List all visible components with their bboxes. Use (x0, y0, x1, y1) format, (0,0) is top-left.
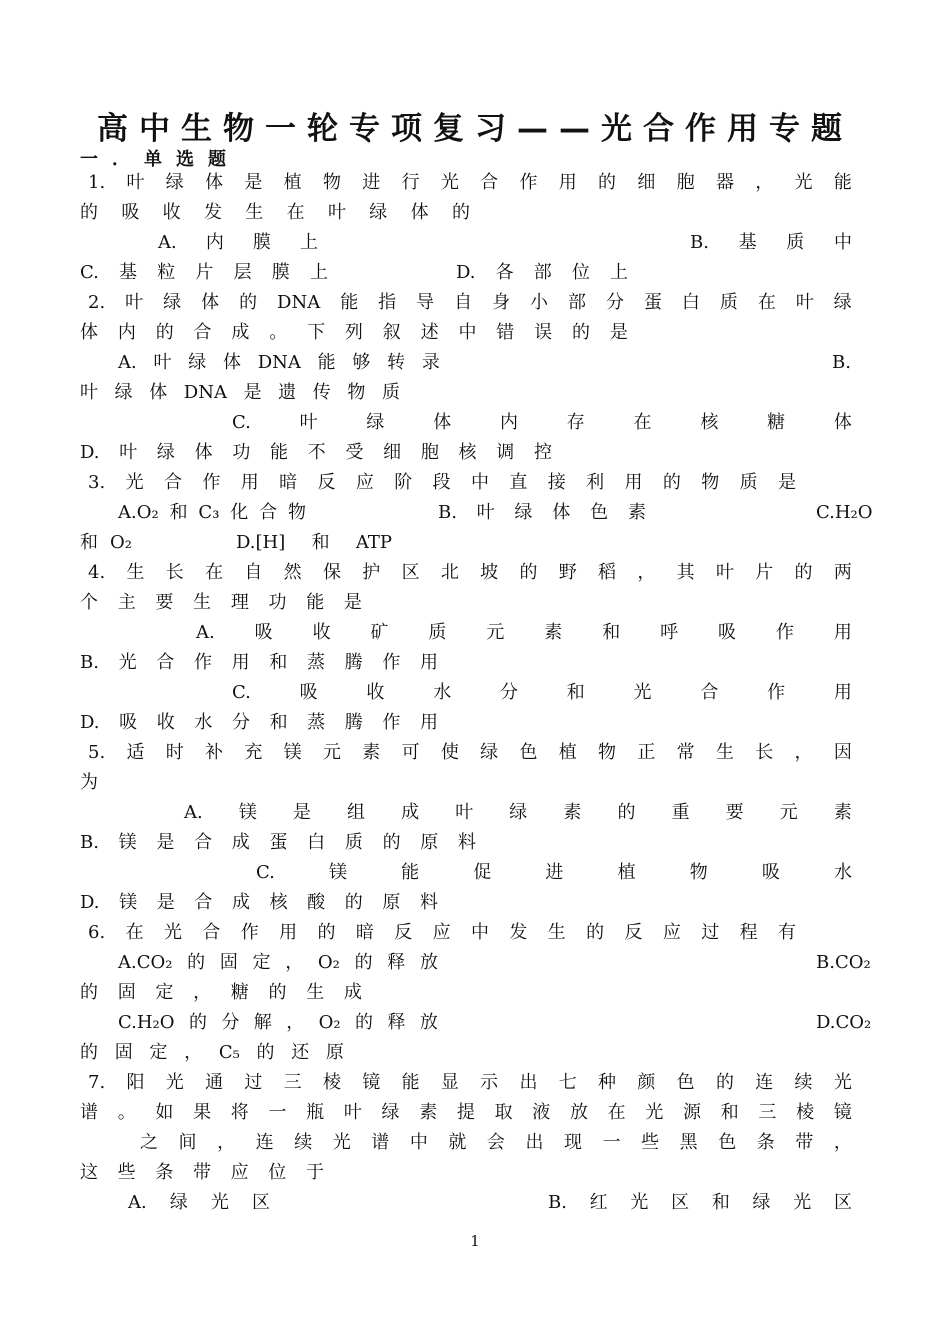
text-line: B. 光 合 作 用 和 蒸 腾 作 用 (80, 652, 438, 673)
text-line: 谱 。 如 果 将 一 瓶 叶 绿 素 提 取 液 放 在 光 源 和 三 棱 镜 (80, 1102, 852, 1123)
text-line: C.H₂O 的 分 解 ， O₂ 的 释 放 (118, 1012, 438, 1033)
text-line: B. 基 质 中 (690, 232, 852, 253)
text-line: 体 内 的 合 成 。 下 列 叙 述 中 错 误 的 是 (80, 322, 628, 343)
text-line: A. 吸 收 矿 质 元 素 和 呼 吸 作 用 (196, 622, 852, 643)
text-line: 为 (80, 772, 98, 793)
text-line: 5. 适 时 补 充 镁 元 素 可 使 绿 色 植 物 正 常 生 长 ， 因 (88, 742, 852, 763)
text-line: 和 O₂ (80, 532, 132, 553)
text-line: C. 镁 能 促 进 植 物 吸 水 (256, 862, 852, 883)
text-line: B.CO₂ (816, 952, 871, 973)
text-line: 7. 阳 光 通 过 三 棱 镜 能 显 示 出 七 种 颜 色 的 连 续 光 (88, 1072, 852, 1093)
section-heading: 一．单选题 (80, 149, 240, 170)
text-line: B. 叶 绿 体 色 素 (438, 502, 646, 523)
text-line: 3. 光 合 作 用 暗 反 应 阶 段 中 直 接 利 用 的 物 质 是 (88, 472, 796, 493)
text-line: C. 吸 收 水 分 和 光 合 作 用 (232, 682, 852, 703)
text-line: 个 主 要 生 理 功 能 是 (80, 592, 362, 613)
text-line: A. 镁 是 组 成 叶 绿 素 的 重 要 元 素 (184, 802, 852, 823)
text-line: B. 镁 是 合 成 蛋 白 质 的 原 料 (80, 832, 476, 853)
text-line: A. 绿 光 区 (128, 1192, 270, 1213)
text-line: A. 叶 绿 体 DNA 能 够 转 录 (118, 352, 440, 373)
text-line: B. (832, 352, 851, 373)
text-line: B. 红 光 区 和 绿 光 区 (548, 1192, 852, 1213)
text-line: 6. 在 光 合 作 用 的 暗 反 应 中 发 生 的 反 应 过 程 有 (88, 922, 796, 943)
text-line: 之 间 ， 连 续 光 谱 中 就 会 出 现 一 些 黑 色 条 带 ， (140, 1132, 852, 1153)
text-line: 叶 绿 体 DNA 是 遗 传 物 质 (80, 382, 400, 403)
document-title: 高中生物一轮专项复习——光合作用专题 (97, 111, 853, 147)
text-line: D.[H] 和 ATP (236, 532, 392, 553)
text-line: 的 吸 收 发 生 在 叶 绿 体 的 (80, 202, 470, 223)
text-line: 4. 生 长 在 自 然 保 护 区 北 坡 的 野 稻 ， 其 叶 片 的 两 (88, 562, 852, 583)
text-line: A.CO₂ 的 固 定 ， O₂ 的 释 放 (118, 952, 438, 973)
text-line: 的 固 定 ， C₅ 的 还 原 (80, 1042, 344, 1063)
text-line: D. 各 部 位 上 (456, 262, 628, 283)
text-line: C.H₂O (816, 502, 873, 523)
text-line: 1. 叶 绿 体 是 植 物 进 行 光 合 作 用 的 细 胞 器 ， 光 能 (88, 172, 852, 193)
text-line: 这 些 条 带 应 位 于 (80, 1162, 324, 1183)
text-line: A. 内 膜 上 (158, 232, 318, 253)
text-line: D. 叶 绿 体 功 能 不 受 细 胞 核 调 控 (80, 442, 552, 463)
text-line: C. 基 粒 片 层 膜 上 (80, 262, 328, 283)
text-line: A.O₂ 和 C₃ 化 合 物 (118, 502, 306, 523)
page-number: 1 (470, 1232, 480, 1250)
text-line: D. 吸 收 水 分 和 蒸 腾 作 用 (80, 712, 438, 733)
text-line: C. 叶 绿 体 内 存 在 核 糖 体 (232, 412, 852, 433)
text-line: 2. 叶 绿 体 的 DNA 能 指 导 自 身 小 部 分 蛋 白 质 在 叶 绿 (88, 292, 852, 313)
text-line: D.CO₂ (816, 1012, 872, 1033)
text-line: 的 固 定 ， 糖 的 生 成 (80, 982, 362, 1003)
text-line: D. 镁 是 合 成 核 酸 的 原 料 (80, 892, 438, 913)
